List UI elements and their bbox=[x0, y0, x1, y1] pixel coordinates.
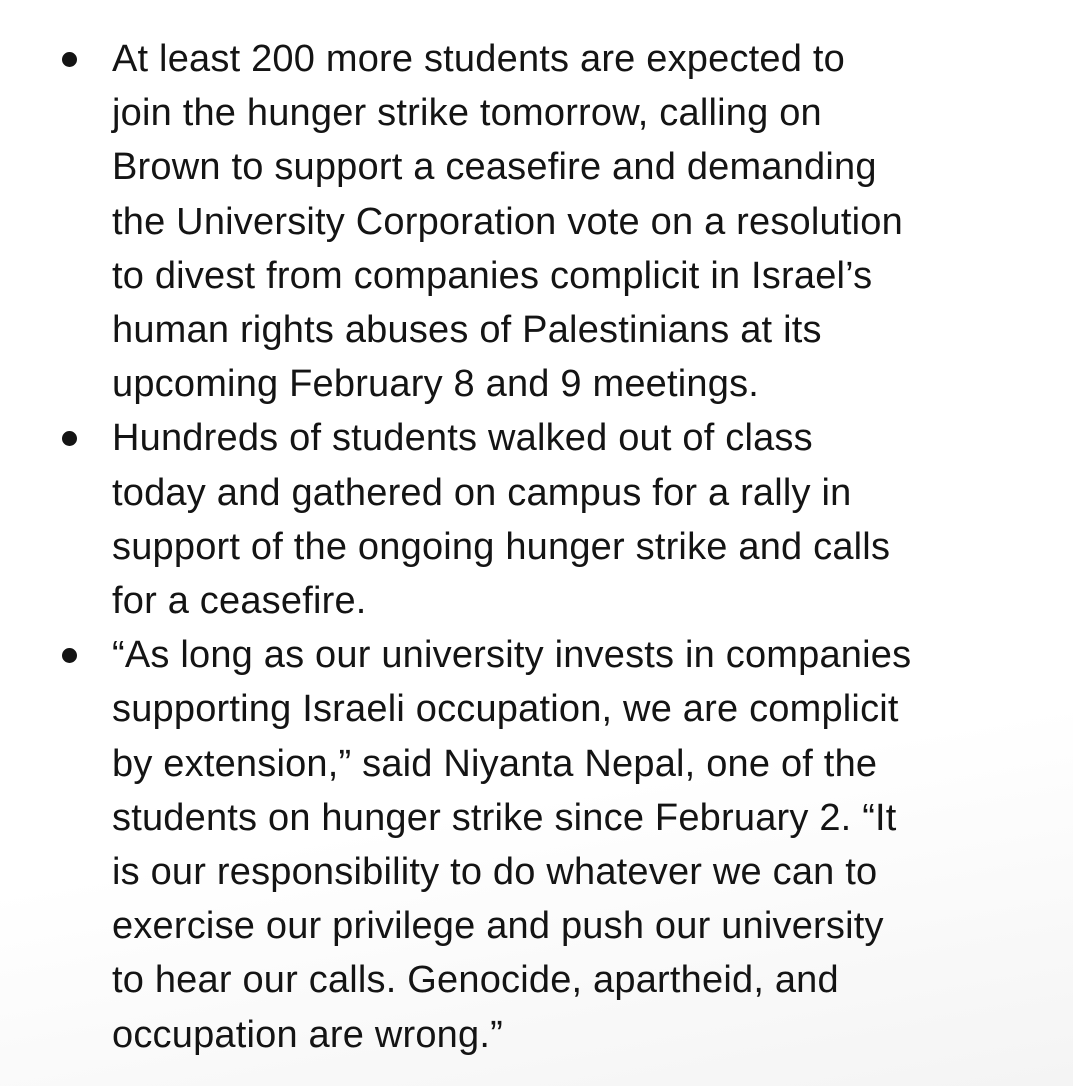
bullet-item-quote bbox=[0, 628, 1073, 1062]
bullet-icon bbox=[62, 52, 77, 67]
bullet-list bbox=[0, 32, 1073, 1062]
bullet-text: “As long as our university invests in companies supporting Israeli occupation, we are complicit by extension,” said Niyanta Nepal, one of the students on hunger strike since February 2. “It is our responsibility to do whatever we can to exercise our privilege and push our university to hear our calls. Genocide, apartheid, and occupation are wrong.” bbox=[112, 634, 912, 1056]
bullet-item-walkout-rally bbox=[0, 411, 1073, 628]
bullet-text: At least 200 more students are expected to join the hunger strike tomorrow, calling on Brown to support a ceasefire and demanding the University Corporation vote on a resolution to divest from companies complicit in Israel’s human rights abuses of Palestinians at its upcoming February 8 and 9 meetings. bbox=[112, 38, 903, 406]
bullet-item-hunger-strike-expansion bbox=[0, 32, 1073, 411]
bullet-text: Hundreds of students walked out of class today and gathered on campus for a rally in support of the ongoing hunger strike and calls for a ceasefire. bbox=[112, 417, 891, 623]
bullet-icon bbox=[62, 648, 77, 663]
bullet-icon bbox=[62, 431, 77, 446]
